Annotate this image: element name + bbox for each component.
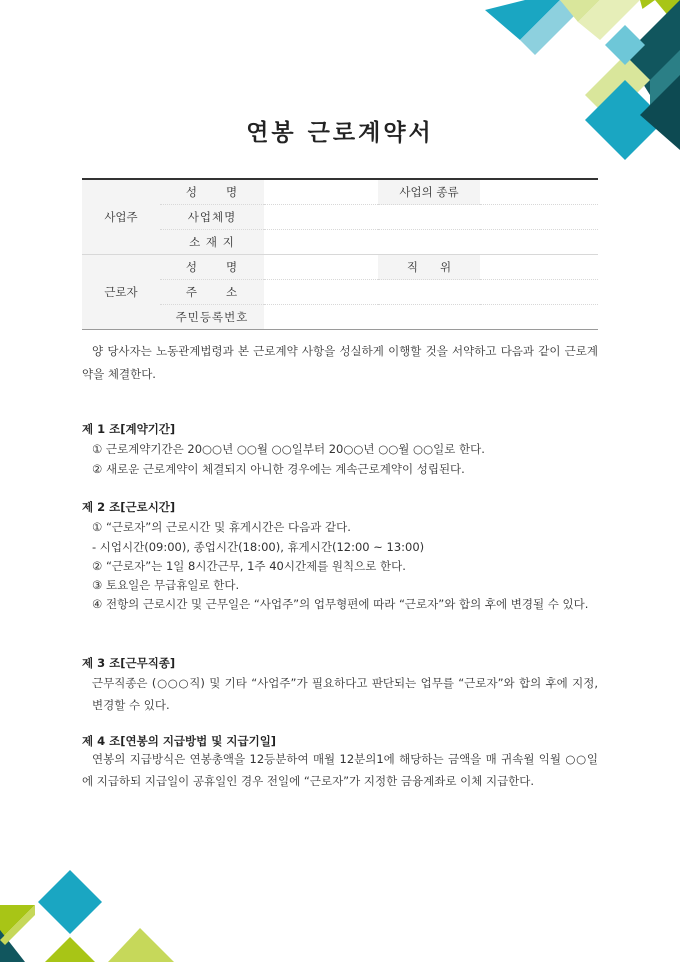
article-2-item-4-text: ④ 전항의 근로시간 및 근무일은 “사업주”의 업무형편에 따라 “근로자”와 합의 후에 변경될 수 있다. (92, 597, 589, 611)
article-1-heading: 제 1 조[계약기간] (82, 422, 176, 436)
employer-group-label: 사업주 (82, 179, 160, 255)
business-type-label: 사업의 종류 (378, 179, 480, 205)
resident-number-field[interactable] (264, 305, 598, 330)
position-field[interactable] (480, 255, 598, 280)
company-name-label: 사업체명 (160, 205, 264, 230)
employer-name-field[interactable] (264, 179, 378, 205)
article-2-heading: 제 2 조[근로시간] (82, 500, 176, 514)
employer-name-label: 성 명 (160, 179, 264, 205)
worker-name-field[interactable] (264, 255, 378, 280)
article-2-item-2: ② “근로자”는 1일 8시간근무, 1주 40시간제를 원칙으로 한다. (92, 559, 406, 573)
position-label: 직 위 (378, 255, 480, 280)
article-3-body: 근무직종은 (○○○직) 및 기타 “사업주”가 필요하다고 판단되는 업무를 “근로자”와 합의 후에 지정, 변경할 수 있다. (92, 676, 598, 712)
intro-paragraph: 양 당사자는 노동관계법령과 본 근로계약 사항을 성실하게 이행할 것을 서약하고 다음과 같이 근로계약을 체결한다. (82, 344, 598, 381)
address-label: 주 소 (160, 280, 264, 305)
article-2-item-4 (92, 594, 598, 614)
article-2-item-1: ① “근로자”의 근로시간 및 휴게시간은 다음과 같다. (92, 520, 351, 534)
party-info-table (82, 178, 598, 330)
location-field[interactable] (264, 230, 598, 255)
article-3-heading: 제 3 조[근무직종] (82, 656, 176, 670)
location-label: 소 재 지 (160, 230, 264, 255)
company-name-field[interactable] (264, 205, 598, 230)
document-title: 연봉 근로계약서 (246, 120, 434, 146)
bottom-left-diamonds (0, 870, 174, 962)
business-type-field[interactable] (480, 179, 598, 205)
resident-number-label: 주민등록번호 (160, 305, 264, 330)
article-1-item-1: ① 근로계약기간은 20○○년 ○○월 ○○일부터 20○○년 ○○월 ○○일로 한다. (92, 442, 485, 456)
address-field[interactable] (264, 280, 598, 305)
worker-name-label: 성 명 (160, 255, 264, 280)
article-2-item-detail: - 시업시간(09:00), 종업시간(18:00), 휴게시간(12:00 ~ 13:00) (92, 540, 425, 554)
article-1-item-2: ② 새로운 근로계약이 체결되지 아니한 경우에는 계속근로계약이 성립된다. (92, 462, 465, 476)
article-4-body: 연봉의 지급방식은 연봉총액을 12등분하여 매월 12분의1에 해당하는 금액을 매 귀속월 익월 ○○일에 지급하되 지급일이 공휴일인 경우 전일에 “근로자”가 지정한 금융계좌로 이체 지급한다. (82, 752, 598, 788)
article-2-item-3: ③ 토요일은 무급휴일로 한다. (92, 578, 240, 592)
worker-group-label: 근로자 (82, 255, 160, 330)
article-4-heading: 제 4 조[연봉의 지급방법 및 지급기일] (82, 734, 277, 748)
